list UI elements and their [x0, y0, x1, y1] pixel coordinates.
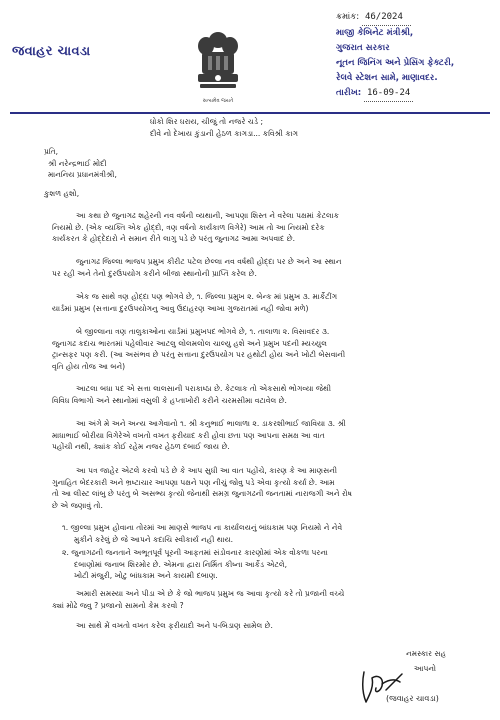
- greeting: કુશળ હશો,: [44, 189, 80, 199]
- emblem-caption: સત્યમેવ જયતે: [202, 98, 234, 104]
- regards: નમસ્કાર સહ: [406, 649, 446, 658]
- paragraph-line: એક જ સાથે ત્રણ હોદ્દા પણ ભોગવે છે, ૧. જિલ્લા પ્રમુખ ૨. બેન્ક માં પ્રમુખ ૩. માર્કેટીંગ: [76, 292, 338, 301]
- date-line: [336, 86, 496, 102]
- letter-date: 16-09-24: [364, 86, 413, 102]
- paragraph: [52, 588, 344, 611]
- list-item: [62, 547, 328, 582]
- paragraph-line: જુનાગઢ કદાચ ભારતમાં પહેલીવાર આટલુ લોલમલોલ ચાલ્યુ હશે અને પ્રમુખ પદની મ્યચ્યુલ: [52, 338, 328, 348]
- government: ગુજરાત સરકાર: [336, 43, 390, 53]
- national-emblem-icon: [190, 30, 246, 108]
- paragraph-line: કાર્યકરત કે હોદ્દેદારો ને સમાન રીતે લાગુ પડે છે પરંતુ જુનાગઢ આમા અપવાદ છે.: [52, 234, 295, 244]
- paragraph: [52, 291, 337, 314]
- designation: માજી કેબિનેટ મંત્રીશ્રી,: [336, 28, 414, 38]
- paragraph-line: આ કથા છે જુનાગઢ શહેરની નવ વર્ષની વ્યથાની, આપણા શિસ્ત ને વરેલા પક્ષમાં કેટલાક: [76, 211, 339, 220]
- paragraph-line: વૃતિ હોય તોજ આ બને): [52, 362, 126, 372]
- list-item-line: ખોટી મંજુરી, ખોટુ બાંધકામ અને કાયમી દબાણ.: [74, 571, 218, 581]
- paragraph-line: નિયમો છે. (એક વ્યક્તિ એક હોદ્દો, ત્રણ વર્ષનો કાર્યકાળ વિગેરે) આમ તો આ નિયમો દરેક: [52, 222, 325, 232]
- paragraph-line: તો આ લીસ્ટ લાંબુ છે પરંતુ બે અસભ્ય કૃત્યો જેનાથી સમગ્ર જુનાગઢની જનતામાં નારાજગી અને રોષ: [52, 489, 352, 499]
- paragraph: [52, 256, 342, 279]
- signatory-name: (જવાહર ચાવડા): [386, 694, 439, 703]
- reference-label: ક્રમાંક:: [336, 12, 360, 22]
- list-item-line: ૨. જુનાગઢની જનતાને અભૂતપૂર્વ પૂરની આફતમાં સંડોવનાર કારણોમાં એક વોકળા પરના: [62, 548, 328, 557]
- paragraph-line: આ સાથે મેં વખતો વખત કરેલ ફરીયાદો અને પ-બિડાણ સામેલ છે.: [76, 621, 273, 630]
- reference-block: [336, 10, 496, 102]
- paragraph-line: આ અંગે મે અને અન્ય આગેવાનો ૧. શ્રી કનુભાઈ ભાલાળા ૨. ડાકરશીભાઈ જાવિયા ૩. શ્રી: [76, 419, 346, 428]
- date-label: તારીખ:: [336, 88, 362, 98]
- designation-line: [336, 26, 496, 41]
- list-item-line: દબાણોમાં જનાબ શિરમોર છે. એમના દ્વારા નિર્મિત કીષ્ના આર્કેડ એટલે,: [74, 559, 288, 569]
- paragraph-line: આટલા બધા પદ એ સત્તા લાલસાની પરાકાષ્ઠા છે. કેટલાક તો એકસાથે ભોગવ્યા જેથી: [76, 384, 331, 393]
- address-line-1: [336, 56, 496, 71]
- paragraph-line: પર રહી અને તેનો દુરઉપયોગ કરીને બીજા સ્થાનોની પ્રાપ્તિ કરેલ છે.: [52, 268, 257, 278]
- paragraph: [52, 620, 273, 632]
- epigraph: [150, 116, 298, 139]
- address-1: નૂતન જિનિંગ અને પ્રેસિંગ ફેક્ટરી,: [336, 58, 455, 68]
- paragraph: [52, 465, 352, 512]
- paragraph-line: ટ્રાન્સફર પણ કરી. (આ અસંભવ છે પરંતુ સત્તાના દુરઉપયોગ પર હથોટી હોય અને ખોટી બેસવાની: [52, 350, 346, 360]
- list-item: [62, 522, 342, 545]
- list-item-line: મુકીને કરેલું છે જે આપને કદાચિ સ્વીકાર્ય નહી થાય.: [74, 534, 234, 544]
- paragraph-line: અમારી સમસ્યા અને પીડા એ છે કે જો ભાજપ પ્રમુખ જ આવા કૃત્યો કરે તો પ્રજાની વચ્ચે: [76, 589, 345, 598]
- paragraph-line: માધાભાઈ બોરીયા વિગેરેએ વખતો વખત ફરીયાદ કરી હોવા છતા પણ આપના સમક્ષ આ વાત: [52, 430, 325, 440]
- paragraph-line: બે જીલ્લાના ત્રણ તાલુકાઓના યાર્ડમાં પ્રમુખપદ ભોગવે છે, ૧. તાલાળા ૨. વિસાવદર ૩.: [76, 327, 330, 336]
- salutation-prati: પ્રતિ,: [44, 147, 59, 156]
- yours: આપનો: [413, 664, 436, 673]
- list-item-line: ૧. જીલ્લા પ્રમુખ હોવાના તોરમાં આ માણસે ભાજપ ના કાર્યાલયનું બાંધકામ પણ નિયમો ને નેવે: [62, 523, 343, 532]
- sender-name: જવાહર ચાવડા: [12, 44, 91, 59]
- paragraph-line: જુનાગઢ જિલ્લા ભાજપ પ્રમુખ કીરીટ પટેલ છેલ્લા નવ વર્ષથી હોદ્દા પર છે અને આ સ્થાન: [76, 257, 342, 266]
- address-line-2: [336, 71, 496, 86]
- paragraph-line: છે એ જણાવું તો.: [52, 501, 103, 511]
- epigraph-line: ધોકો શિર ધરાય, ચીજું તો નજરે ચડે ;: [150, 117, 264, 126]
- paragraph-line: આ પત્ર જાહેર એટલે કરવો પડે છે કે આપ સુધી આ વાત પહોંચે, કારણ કે આ માણસની: [76, 466, 338, 475]
- address-2: રેલવે સ્ટેશન સામે, માણાવદર.: [336, 73, 438, 83]
- paragraph-line: વિવિધ વિભાગો અને સ્થાનોમાં વસુલી કે હપ્તાખોરી કરીને ચરમસીમા વટાવેલ છે.: [52, 395, 287, 405]
- salutation: [44, 146, 117, 200]
- paragraph: [52, 418, 346, 453]
- paragraph: [52, 326, 345, 373]
- recipient-name: શ્રી નરેન્દ્રભાઈ મોદી: [48, 158, 107, 168]
- paragraph-line: ક્યાં મોઢે જવુ ? પ્રજાનો સામનો કેમ કરવો ?: [52, 600, 184, 610]
- government-line: [336, 41, 496, 56]
- reference-number: 46/2024: [362, 10, 411, 26]
- paragraph-line: યાર્ડમાં પ્રમુખ (સત્તાના દુરઉપયોગનુ આવુ ઉદાહરણ આખા ગુજરાતમાં નહી જોવા મળે): [52, 303, 309, 313]
- paragraph-line: પહોંચી નથી, ક્યાંક કોઈ રહેમ નજર હેઠળ દબાઈ જાય છે.: [52, 442, 230, 452]
- paragraph: [52, 383, 331, 406]
- recipient-title: માનનિય પ્રધાનમંત્રીશ્રી,: [48, 170, 117, 180]
- paragraph-line: ગુનાહિત બેદરકારી અને ભ્રષ્ટાચાર આપણા પક્ષને પણ નીચું જોવુ પડે એવા કૃત્યો કર્યા છે. આમ: [52, 477, 335, 487]
- epigraph-line: દીવે નો દેખાય કુંડાની હેઠળ કાગડા... કવિશ્રી કાગ: [150, 128, 299, 138]
- reference-number-line: [336, 10, 496, 26]
- paragraph: [52, 210, 339, 245]
- header-divider: [10, 112, 490, 114]
